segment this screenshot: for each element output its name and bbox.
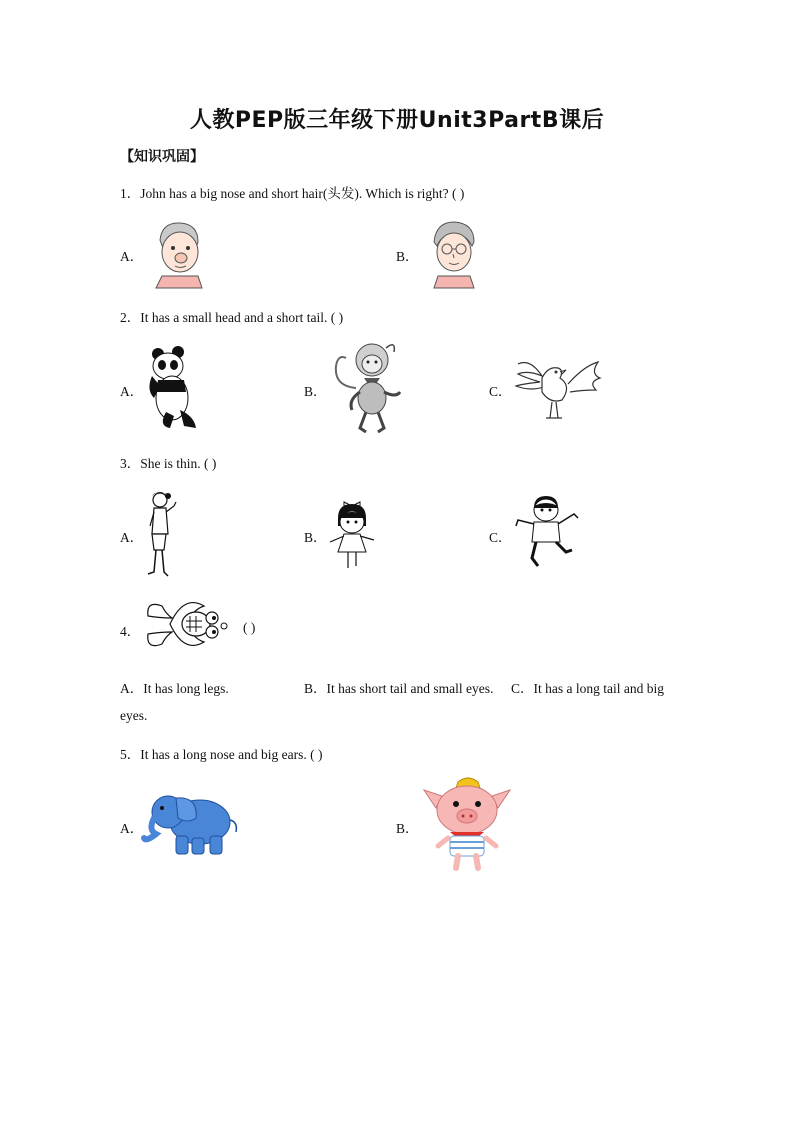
pig-icon xyxy=(420,774,514,872)
q2-option-b-label[interactable]: B． xyxy=(304,384,327,399)
q4-option-b[interactable]: B．It has short tail and small eyes. xyxy=(304,681,494,696)
question-4-answer-paren[interactable]: ( ) xyxy=(243,620,256,635)
boy-big-nose-icon xyxy=(148,218,208,288)
question-3-text: 3．She is thin. ( ) xyxy=(120,456,217,471)
q1-option-a-label[interactable]: A． xyxy=(120,249,144,264)
q3-option-c-label[interactable]: C． xyxy=(489,530,512,545)
q4-option-c[interactable]: C．It has a long tail and big xyxy=(511,681,664,696)
q4-option-c-continued: eyes. xyxy=(120,708,148,723)
q2-option-a-label[interactable]: A． xyxy=(120,384,144,399)
q3-option-a-label[interactable]: A． xyxy=(120,530,144,545)
page-title: 人教PEP版三年级下册Unit3PartB课后 xyxy=(189,108,605,133)
q2-option-c-label[interactable]: C． xyxy=(489,384,512,399)
boy-glasses-icon xyxy=(426,218,482,288)
q3-option-b-label[interactable]: B． xyxy=(304,530,327,545)
section-heading: 【知识巩固】 xyxy=(120,149,204,165)
q1-option-b-label[interactable]: B． xyxy=(396,249,419,264)
thin-girl-icon xyxy=(142,490,182,578)
q5-option-b-label[interactable]: B． xyxy=(396,821,419,836)
boy-jumping-icon xyxy=(512,494,580,568)
question-1-text: 1．John has a big nose and short hair(头发). Which is right? ( ) xyxy=(120,186,465,201)
question-4-number: 4． xyxy=(120,624,141,639)
question-2-text: 2．It has a small head and a short tail. ( ) xyxy=(120,310,344,325)
question-5-text: 5．It has a long nose and big ears. ( ) xyxy=(120,747,323,762)
bird-icon xyxy=(512,356,602,424)
elephant-icon xyxy=(142,788,240,860)
q4-option-a[interactable]: A．It has long legs. xyxy=(120,681,229,696)
goldfish-icon xyxy=(144,596,232,654)
panda-icon xyxy=(144,346,202,430)
little-girl-icon xyxy=(324,496,380,572)
monkey-icon xyxy=(330,336,408,434)
q5-option-a-label[interactable]: A． xyxy=(120,821,144,836)
